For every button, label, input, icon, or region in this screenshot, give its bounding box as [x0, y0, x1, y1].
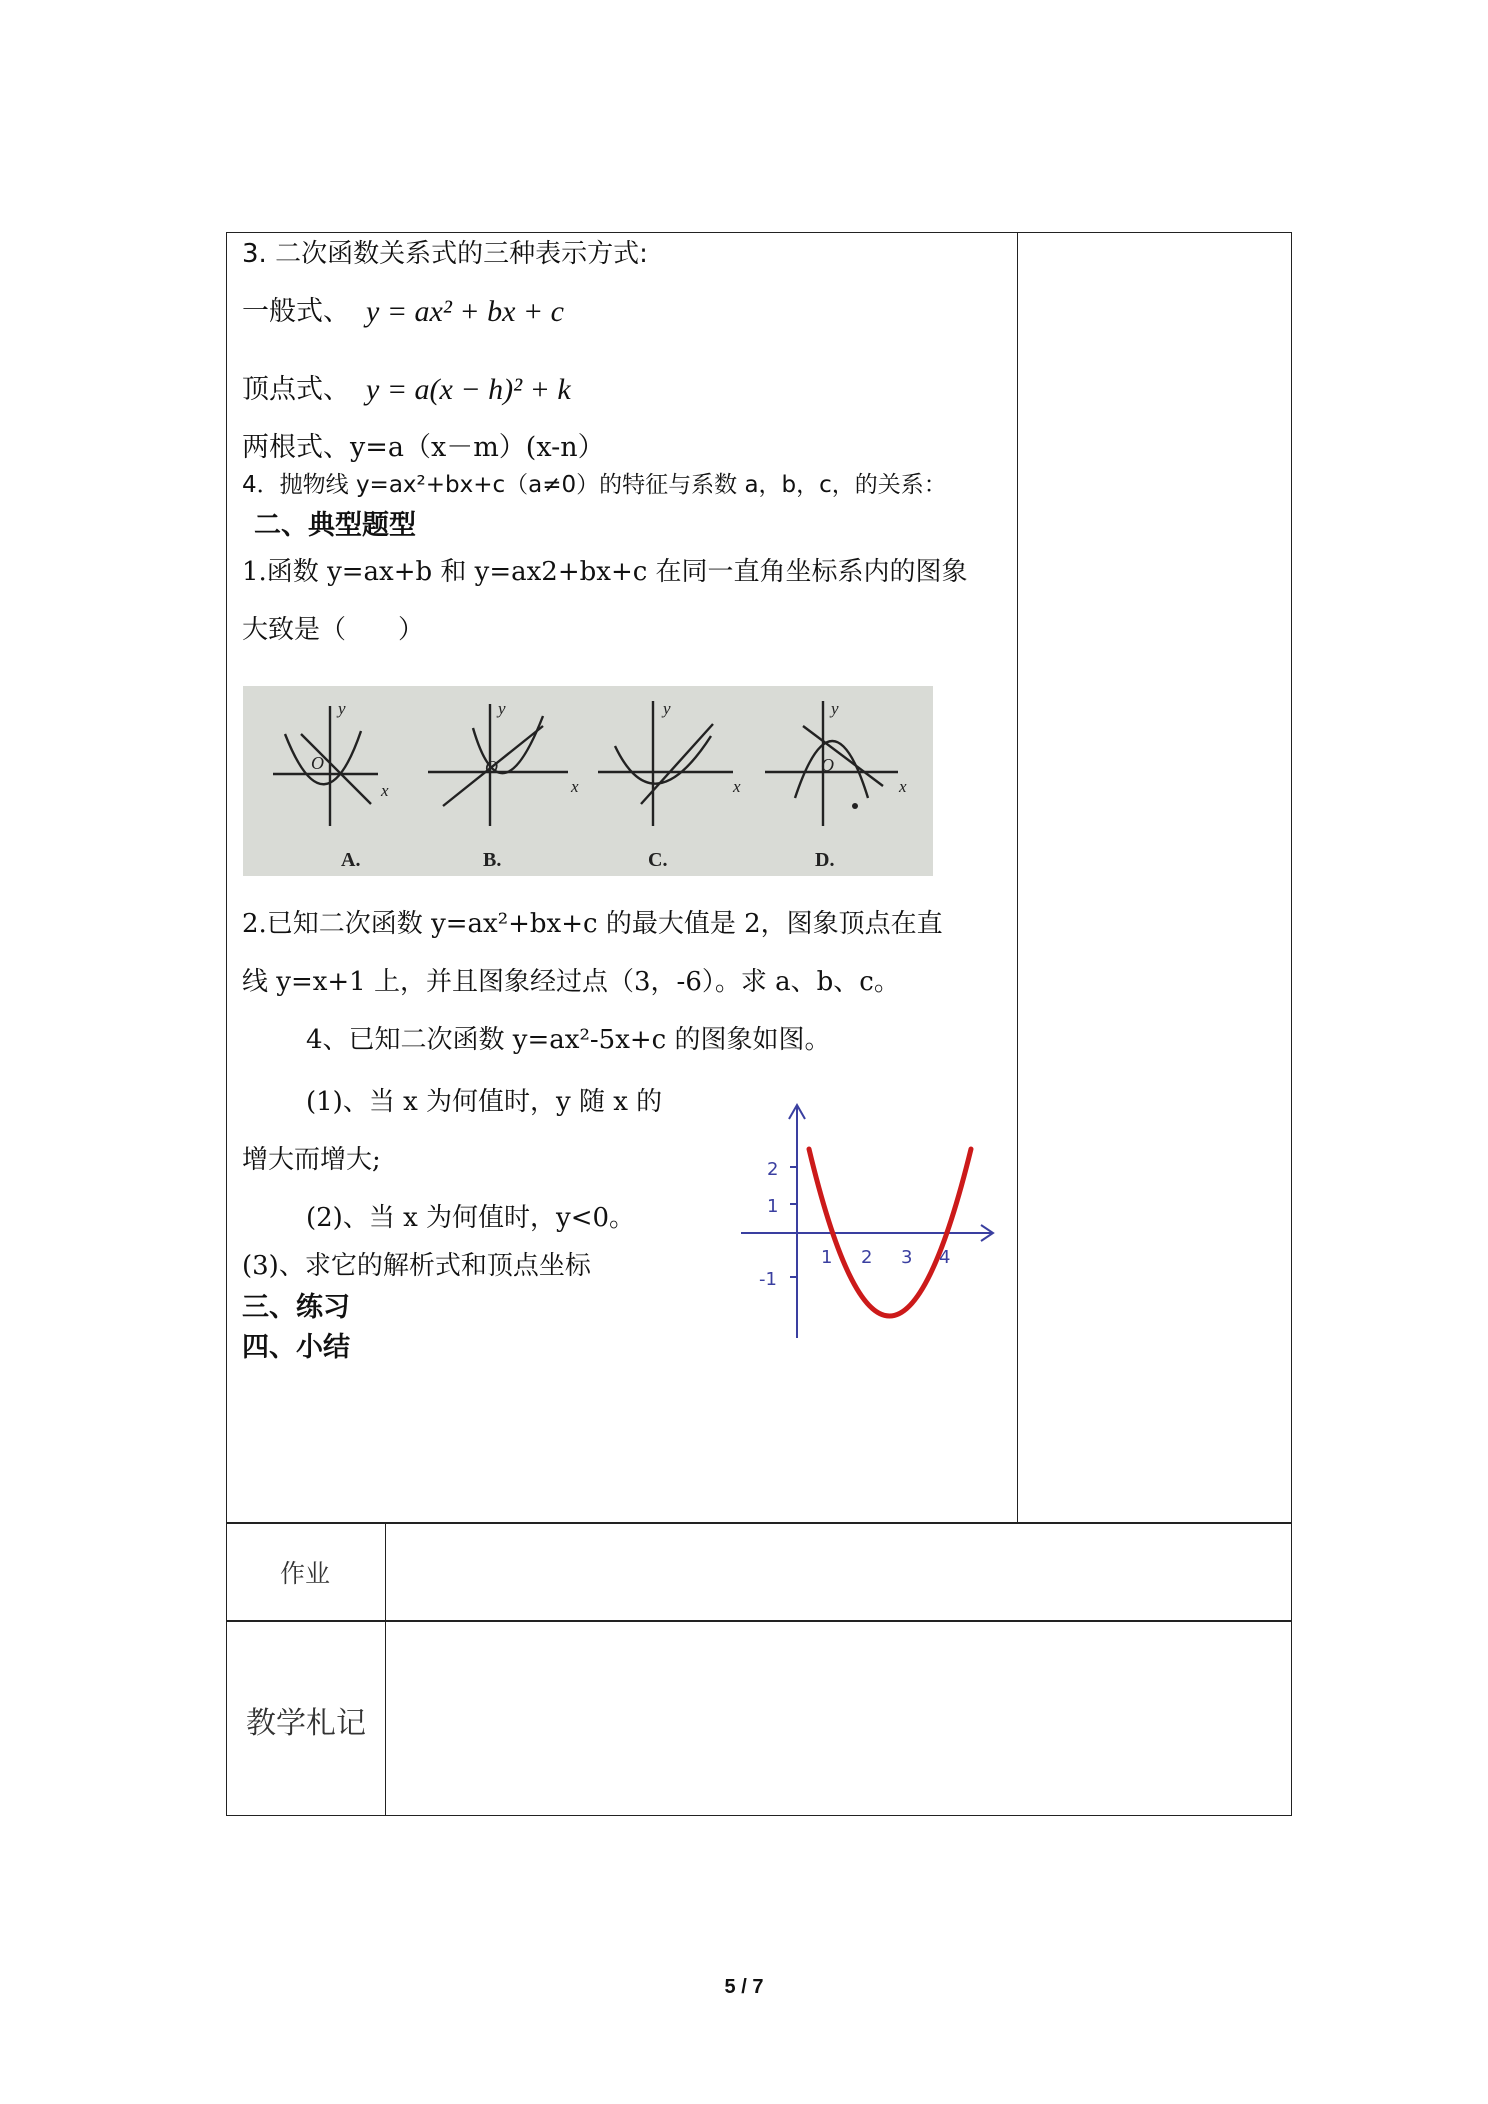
- homework-label: 作业: [280, 1559, 331, 1588]
- option-c-y-label: y: [663, 699, 671, 718]
- q4-part2: (2)、当 x 为何值时，y<0。: [306, 1203, 636, 1233]
- option-b-origin: O: [485, 757, 498, 777]
- option-a-x-label: x: [381, 781, 389, 800]
- parabola-figure: [735, 1095, 1000, 1345]
- option-d-origin: O: [821, 755, 834, 775]
- option-c-x-label: x: [733, 777, 741, 796]
- option-b-x-label: x: [571, 777, 579, 796]
- section3-heading: 三、练习: [242, 1292, 350, 1323]
- y-tick-2: 2: [767, 1159, 779, 1180]
- page-number: 5 / 7: [724, 1976, 764, 1998]
- options-figure: [243, 686, 933, 876]
- x-tick-3: 3: [901, 1247, 913, 1268]
- option-c-label: C.: [648, 849, 668, 871]
- option-a-y-label: y: [338, 699, 346, 718]
- q1-line2: 大致是（ ）: [242, 615, 425, 645]
- x-tick-2: 2: [861, 1247, 873, 1268]
- teaching-notes-label: 教学札记: [246, 1706, 366, 1741]
- option-d-label: D.: [815, 849, 835, 871]
- section2-heading: 二、典型题型: [254, 510, 416, 541]
- x-tick-4: 4: [939, 1247, 951, 1268]
- y-tick-1: 1: [767, 1196, 779, 1217]
- vertex-form-formula: y = a(x − h)² + k: [366, 373, 571, 406]
- q4-part3: (3)、求它的解析式和顶点坐标: [242, 1251, 591, 1281]
- option-a-label: A.: [341, 849, 361, 871]
- option-d-y-label: y: [831, 699, 839, 718]
- vertex-form-label: 顶点式、: [242, 374, 350, 405]
- roots-form: 两根式、y=a（x－m）(x-n）: [242, 432, 605, 463]
- option-d-x-label: x: [899, 777, 907, 796]
- q2-line1: 2.已知二次函数 y=ax²+bx+c 的最大值是 2，图象顶点在直: [242, 909, 943, 939]
- item4-text: 4．抛物线 y=ax²+bx+c（a≠0）的特征与系数 a，b，c，的关系：: [242, 472, 947, 498]
- general-form-formula: y = ax² + bx + c: [366, 295, 564, 328]
- side-notes-cell: [1017, 232, 1292, 1524]
- q4-title: 4、已知二次函数 y=ax²-5x+c 的图象如图。: [306, 1025, 831, 1055]
- option-b-label: B.: [483, 849, 502, 871]
- option-a-origin: O: [311, 753, 324, 773]
- y-tick-neg1: -1: [759, 1269, 777, 1290]
- q4-part1-line2: 增大而增大;: [242, 1145, 381, 1175]
- q2-line2: 线 y=x+1 上，并且图象经过点（3，-6）。求 a、b、c。: [242, 967, 900, 997]
- x-tick-1: 1: [821, 1247, 833, 1268]
- section4-heading: 四、小结: [242, 1332, 350, 1363]
- item3-title: 3. 二次函数关系式的三种表示方式:: [242, 239, 648, 269]
- q4-part1-line1: (1)、当 x 为何值时，y 随 x 的: [306, 1087, 663, 1117]
- option-b-y-label: y: [498, 699, 506, 718]
- option-d-dot: [852, 803, 858, 809]
- q1-line1: 1.函数 y=ax+b 和 y=ax2+bx+c 在同一直角坐标系内的图象: [242, 557, 968, 587]
- general-form-label: 一般式、: [242, 296, 350, 327]
